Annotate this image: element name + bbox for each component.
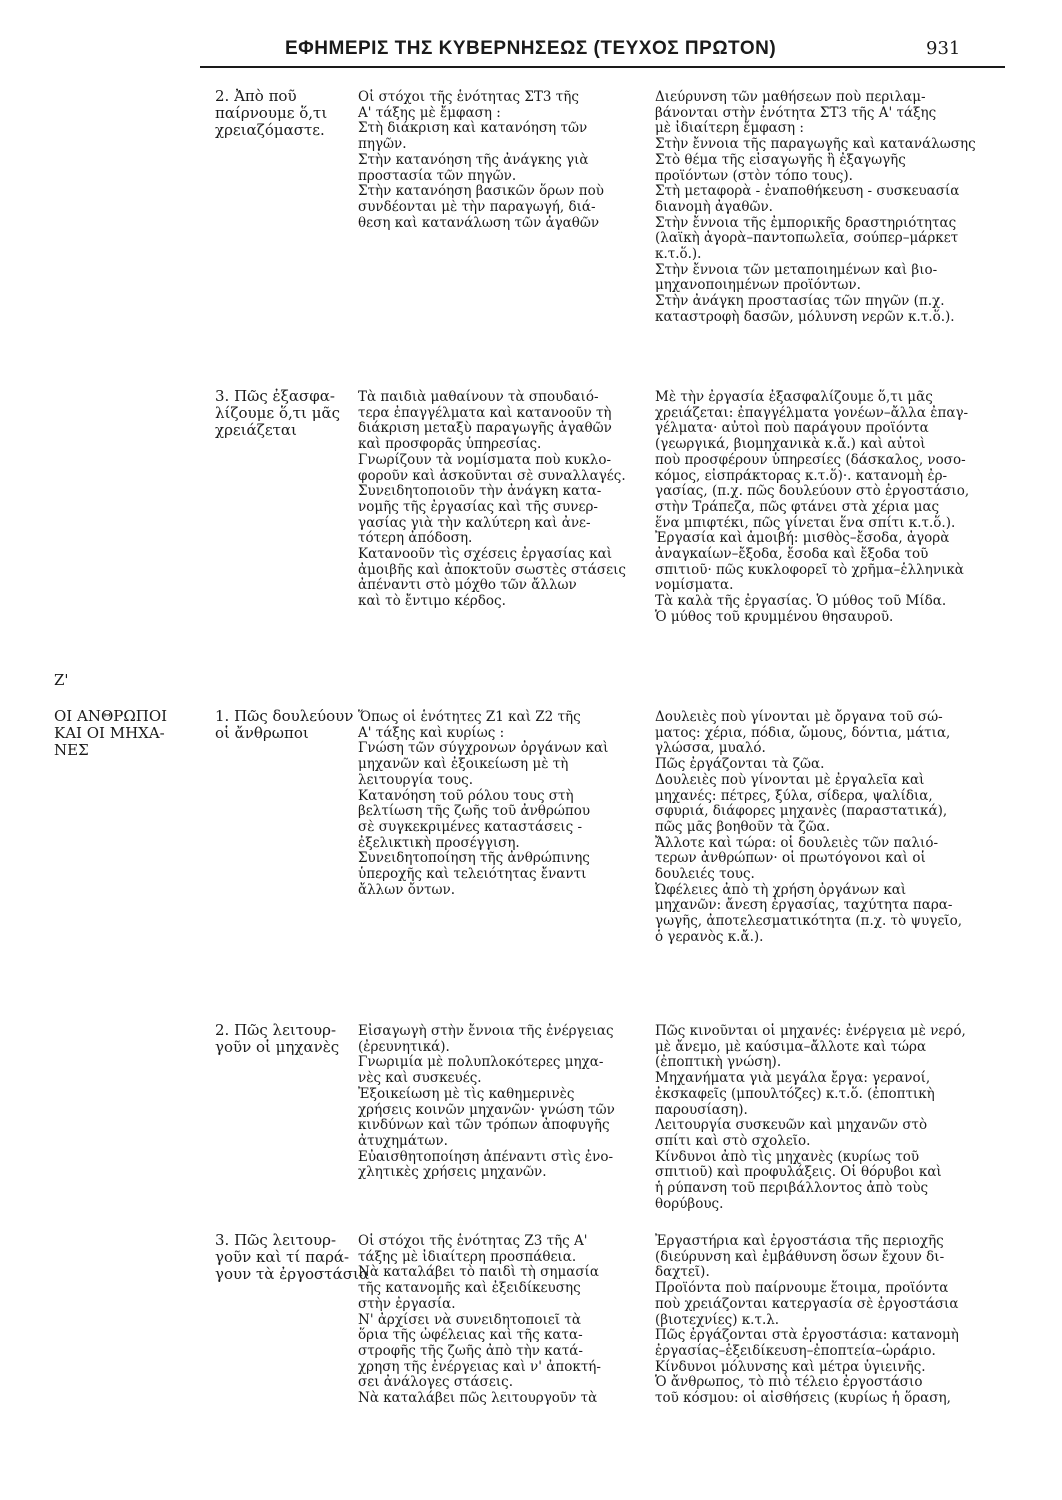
text-line: πῶς μᾶς βοηθοῦν τὰ ζῶα. <box>655 818 831 835</box>
section-title <box>54 708 167 759</box>
text-line: διάκριση μεταξὺ παραγωγῆς ἀγαθῶν <box>358 420 612 437</box>
text-line: Στὴν ἔννοια τῆς ἐμπορικῆς δραστηριότητας <box>655 214 957 231</box>
text-line: ἐξελικτικὴ προσέγγιση. <box>358 834 520 851</box>
text-line: σει ἀνάλογες στάσεις. <box>358 1374 513 1391</box>
text-line: λίζουμε ὅ,τι μᾶς <box>215 404 340 422</box>
section-letter <box>54 672 69 689</box>
text-line: Ὠφέλειες ἀπὸ τὴ χρήση ὀργάνων καὶ <box>655 881 907 898</box>
text-line: Ἄλλοτε καὶ τώρα: οἱ δουλειὲς τῶν παλιό- <box>655 834 939 851</box>
text-line: Οἱ στόχοι τῆς ἑνότητας Ζ3 τῆς Α' <box>358 1233 588 1249</box>
text-line: προστασία τῶν πηγῶν. <box>358 167 517 184</box>
text-line: καταστροφὴ δασῶν, μόλυνση νερῶν κ.τ.ὅ.). <box>655 308 955 325</box>
text-line: Κίνδυνοι μόλυνσης καὶ μέτρα ὑγιεινῆς. <box>655 1358 926 1375</box>
section-letter-text: Ζ' <box>54 671 69 689</box>
text-line: ἀναγκαίων–ἔξοδα, ἔσοδα καὶ ἔξοδα τοῦ <box>655 546 929 563</box>
row-goals <box>358 390 626 610</box>
text-line: 2. Πῶς λειτουρ- <box>215 1021 337 1039</box>
text-line: (ἐρευνητικά). <box>358 1038 450 1055</box>
text-line: καὶ προσφορᾶς ὑπηρεσίας. <box>358 436 542 453</box>
text-line: Δουλειὲς ποὺ γίνονται μὲ ἐργαλεῖα καὶ <box>655 771 925 788</box>
text-line: τερα ἐπαγγέλματα καὶ κατανοοῦν τὴ <box>358 404 612 421</box>
text-line: χρηση τῆς ἐνέργειας καὶ ν' ἀποκτή- <box>358 1358 601 1375</box>
text-line: (λαϊκὴ ἀγορὰ–παντοπωλεῖα, σούπερ–μάρκετ <box>655 230 959 247</box>
text-line: ἀπέναντι στὸ μόχθο τῶν ἄλλων <box>358 577 577 594</box>
text-line: Ἐργασία καὶ ἀμοιβή: μισθὸς–ἔσοδα, ἀγορὰ <box>655 530 950 547</box>
text-line: (βιοτεχνίες) κ.τ.λ. <box>655 1311 780 1328</box>
text-line: βάνονται στὴν ἑνότητα ΣΤ3 τῆς Α' τάξης <box>655 104 937 121</box>
row-topic <box>215 388 340 439</box>
text-line: ἐργασίας–ἐξειδίκευση–ἐποπτεία–ὡράριο. <box>655 1342 936 1359</box>
text-line: Διεύρυνση τῶν μαθήσεων ποὺ περιλαμ- <box>655 89 926 105</box>
text-line: χρειάζεται: ἐπαγγέλματα γονέων–ἄλλα ἐπαγ- <box>655 404 969 421</box>
text-line: δουλειές τους. <box>655 866 755 883</box>
row-content <box>655 710 962 946</box>
text-line: μηχανῶν: ἄνεση ἐργασίας, ταχύτητα παρα- <box>655 897 953 914</box>
text-line: γουν τὰ ἐργοστάσια <box>215 1265 369 1283</box>
text-line: Στὴν κατανόηση τῆς ἀνάγκης γιὰ <box>358 151 589 168</box>
text-line: χρειάζεται <box>215 421 297 439</box>
page-header <box>0 0 1062 70</box>
text-line: γωγῆς, ἀποτελεσματικότητα (π.χ. τὸ ψυγεῖο, <box>655 913 963 930</box>
text-line: κόμος, εἰσπράκτορας κ.τ.ὅ)·. κατανομὴ ἐρ- <box>655 467 948 484</box>
text-line: χρειαζόμαστε. <box>215 121 325 139</box>
gazette-title: ΕΦΗΜΕΡΙΣ ΤΗΣ ΚΥΒΕΡΝΗΣΕΩΣ (ΤΕΥΧΟΣ ΠΡΩΤΟΝ) <box>285 38 777 59</box>
text-line: μὲ ἰδιαίτερη ἔμφαση : <box>655 120 804 137</box>
text-line: ποὺ χρειάζονται κατεργασία σὲ ἐργοστάσια <box>655 1295 959 1312</box>
text-line: οἱ ἄνθρωποι <box>215 724 309 742</box>
text-line: σπίτι καὶ στὸ σχολεῖο. <box>655 1132 811 1149</box>
text-line: τότερη ἀπόδοση. <box>358 530 473 547</box>
text-line: γοῦν καὶ τί παρά- <box>215 1248 350 1266</box>
text-line: συνδέονται μὲ τὴν παραγωγή, διά- <box>358 198 596 215</box>
text-line: Ἐξοικείωση μὲ τὶς καθημερινὲς <box>358 1085 575 1102</box>
row-topic <box>215 1232 369 1283</box>
text-line: ὑπεροχῆς καὶ τελειότητας ἔναντι <box>358 866 587 883</box>
text-line: τοῦ κόσμου: οἱ αἰσθήσεις (κυρίως ἡ ὅραση, <box>655 1390 951 1407</box>
text-line: γασίας γιὰ τὴν καλύτερη καὶ ἀνε- <box>358 514 591 531</box>
text-line: Στὴ διάκριση καὶ κατανόηση τῶν <box>358 120 588 137</box>
text-line: γέλματα· αὐτοὶ ποὺ παράγουν προϊόντα <box>655 420 929 437</box>
row-content <box>655 1234 959 1407</box>
text-line: Νὰ καταλάβει πῶς λειτουργοῦν τὰ <box>358 1390 598 1407</box>
text-line: σὲ συγκεκριμένες καταστάσεις - <box>358 818 583 835</box>
text-line: σφυριά, διάφορες μηχανὲς (παραστατικά), <box>655 803 948 820</box>
text-line: βελτίωση τῆς ζωῆς τοῦ ἀνθρώπου <box>358 803 591 820</box>
text-line: στὴν ἐργασία. <box>358 1295 456 1312</box>
text-line: Ὁ ἄνθρωπος, τὸ πιὸ τέλειο ἐργοστάσιο <box>655 1374 923 1391</box>
text-line: Γνωρίζουν τὰ νομίσματα ποὺ κυκλο- <box>358 451 612 468</box>
text-line: καὶ τὸ ἔντιμο κέρδος. <box>358 593 506 610</box>
text-line: γοῦν οἱ μηχανὲς <box>215 1038 340 1056</box>
text-line: Κατανόηση τοῦ ρόλου τους στὴ <box>358 787 574 804</box>
text-line: θορύβους. <box>655 1195 724 1212</box>
row-content <box>655 90 976 326</box>
text-line: Γνωριμία μὲ πολυπλοκότερες μηχα- <box>358 1054 604 1071</box>
text-line: φοροῦν καὶ ἀσκοῦνται σὲ συναλλαγές. <box>358 467 626 484</box>
page-number: 931 <box>926 38 961 59</box>
text-line: Πῶς ἐργάζονται στὰ ἐργοστάσια: κατανομὴ <box>655 1327 959 1344</box>
text-line: Α' τάξης μὲ ἔμφαση : <box>358 104 501 121</box>
text-line: μὲ ἄνεμο, μὲ καύσιμα–ἄλλοτε καὶ τώρα <box>655 1038 927 1055</box>
section-title-line: ΚΑΙ ΟΙ ΜΗΧΑ- <box>54 724 165 742</box>
row-goals <box>358 90 604 231</box>
text-line: γασίας, (π.χ. πῶς δουλεύουν στὸ ἐργοστάσιο, <box>655 483 970 500</box>
text-line: θεση καὶ κατανάλωση τῶν ἀγαθῶν <box>358 214 600 231</box>
text-line: Στὴν ἔννοια τῆς παραγωγῆς καὶ κατανάλωσης <box>655 136 976 153</box>
text-line: λειτουργία τους. <box>358 771 474 788</box>
text-line: (διεύρυνση καὶ ἐμβάθυνση ὅσων ἔχουν δι- <box>655 1248 945 1265</box>
text-line: ἄλλων ὄντων. <box>358 881 456 898</box>
text-line: ἀμοιβῆς καὶ ἀποκτοῦν σωστὲς στάσεις <box>358 561 626 578</box>
text-line: τερων ἀνθρώπων· οἱ πρωτόγονοι καὶ οἱ <box>655 850 926 867</box>
text-line: Οἱ στόχοι τῆς ἑνότητας ΣΤ3 τῆς <box>358 89 579 105</box>
row-content <box>655 390 969 626</box>
text-line: κ.τ.ὅ.). <box>655 246 702 263</box>
text-line: κινδύνων καὶ τῶν τρόπων ἀποφυγῆς <box>358 1117 610 1134</box>
text-line: χρήσεις κοινῶν μηχανῶν· γνώση τῶν <box>358 1101 615 1118</box>
text-line: τάξης μὲ ἰδιαίτερη προσπάθεια. <box>358 1248 577 1265</box>
text-line: ματος: χέρια, πόδια, ὤμους, δόντια, μάτια, <box>655 724 951 741</box>
text-line: Κατανοοῦν τὶς σχέσεις ἐργασίας καὶ <box>358 546 613 563</box>
row-content <box>655 1024 966 1212</box>
text-line: Στὴν κατανόηση βασικῶν ὅρων ποὺ <box>358 183 604 200</box>
text-line: Εὐαισθητοποίηση ἀπέναντι στὶς ἐνο- <box>358 1148 614 1165</box>
text-line: σπιτιοῦ) καὶ προφυλάξεις. Οἱ θόρυβοι καὶ <box>655 1164 942 1181</box>
text-line: ἀτυχημάτων. <box>358 1132 448 1149</box>
text-line: (γεωργικά, βιομηχανικὰ κ.ἄ.) καὶ αὐτοὶ <box>655 436 926 453</box>
text-line: 1. Πῶς δουλεύουν <box>215 707 354 725</box>
text-line: νομῆς τῆς ἐργασίας καὶ τῆς συνερ- <box>358 498 598 515</box>
text-line: πηγῶν. <box>358 136 407 153</box>
row-topic <box>215 708 353 742</box>
text-line: ἡ ρύπανση τοῦ περιβάλλοντος ἀπὸ τοὺς <box>655 1180 929 1197</box>
header-rule <box>200 66 1005 68</box>
text-line: τῆς κατανομῆς καὶ ἐξειδίκευσης <box>358 1280 581 1297</box>
text-line: Κίνδυνοι ἀπὸ τὶς μηχανὲς (κυρίως τοῦ <box>655 1148 920 1165</box>
text-line: ὅρια τῆς ὠφέλειας καὶ τῆς κατα- <box>358 1327 583 1344</box>
text-line: Πῶς κινοῦνται οἱ μηχανές: ἐνέργεια μὲ νερό, <box>655 1023 966 1039</box>
text-line: 2. Ἀπὸ ποῦ <box>215 87 297 105</box>
text-line: παρουσίαση). <box>655 1101 748 1118</box>
text-line: μηχανές: πέτρες, ξύλα, σίδερα, ψαλίδια, <box>655 787 933 804</box>
text-line: σπιτιοῦ· πῶς κυκλοφορεῖ τὸ χρῆμα–ἑλληνικὰ <box>655 561 964 578</box>
text-line: Ἐργαστήρια καὶ ἐργοστάσια τῆς περιοχῆς <box>655 1233 944 1249</box>
text-line: Εἰσαγωγὴ στὴν ἔννοια τῆς ἐνέργειας <box>358 1023 614 1039</box>
text-line: Στὴν ἔννοια τῶν μεταποιημένων καὶ βιο- <box>655 261 938 278</box>
text-line: Ν' ἀρχίσει νὰ συνειδητοποιεῖ τὰ <box>358 1311 581 1328</box>
text-line: Μὲ τὴν ἐργασία ἐξασφαλίζουμε ὅ,τι μᾶς <box>655 389 933 405</box>
section-title-line: ΟΙ ΑΝΘΡΩΠΟΙ <box>54 707 168 725</box>
text-line: παίρνουμε ὅ,τι <box>215 104 328 122</box>
text-line: Στὸ θέμα τῆς εἰσαγωγῆς ἢ ἐξαγωγῆς <box>655 151 906 168</box>
text-line: ὁ γερανὸς κ.ἄ.). <box>655 928 764 945</box>
text-line: Ὁ μύθος τοῦ κρυμμένου θησαυροῦ. <box>655 608 894 625</box>
text-line: χλητικὲς χρήσεις μηχανῶν. <box>358 1164 547 1181</box>
row-goals <box>358 1234 601 1407</box>
text-line: ποὺ προσφέρουν ὑπηρεσίες (δάσκαλος, νοσο- <box>655 451 966 468</box>
text-line: δαχτεῖ). <box>655 1264 710 1281</box>
text-line: Ὅπως οἱ ἑνότητες Ζ1 καὶ Ζ2 τῆς <box>358 709 581 725</box>
text-line: Συνειδητοποιοῦν τὴν ἀνάγκη κατα- <box>358 483 602 500</box>
text-line: Στὴ μεταφορὰ - ἐναποθήκευση - συσκευασία <box>655 183 960 200</box>
text-line: γλώσσα, μυαλό. <box>655 740 766 757</box>
text-line: στὴν Τράπεζα, πῶς φτάνει στὰ χέρια μας <box>655 498 940 515</box>
section-title-line: ΝΕΣ <box>54 741 89 759</box>
text-line: νομίσματα. <box>655 577 734 594</box>
text-line: μηχανοποιημένων προϊόντων. <box>655 277 861 294</box>
text-line: Μηχανήματα γιὰ μεγάλα ἔργα: γερανοί, <box>655 1070 931 1087</box>
text-line: μηχανῶν καὶ ἐξοικείωση μὲ τὴ <box>358 756 569 773</box>
text-line: Στὴν ἀνάγκη προστασίας τῶν πηγῶν (π.χ. <box>655 293 945 310</box>
text-line: 3. Πῶς λειτουρ- <box>215 1231 337 1249</box>
text-line: διανομὴ ἀγαθῶν. <box>655 198 773 215</box>
text-line: Λειτουργία συσκευῶν καὶ μηχανῶν στὸ <box>655 1117 928 1134</box>
text-line: νὲς καὶ συσκευές. <box>358 1070 482 1087</box>
text-line: Νὰ καταλάβει τὸ παιδὶ τὴ σημασία <box>358 1264 599 1281</box>
text-line: Συνειδητοποίηση τῆς ἀνθρώπινης <box>358 850 590 867</box>
text-line: (ἐποπτικὴ γνώση). <box>655 1054 782 1071</box>
row-goals <box>358 1024 615 1181</box>
text-line: Πῶς ἐργάζονται τὰ ζῶα. <box>655 756 825 773</box>
text-line: Τὰ καλὰ τῆς ἐργασίας. Ὁ μύθος τοῦ Μίδα. <box>655 593 947 610</box>
text-line: Δουλειὲς ποὺ γίνονται μὲ ὄργανα τοῦ σώ- <box>655 709 943 725</box>
row-goals <box>358 710 608 898</box>
text-line: Γνώση τῶν σύγχρονων ὀργάνων καὶ <box>358 740 609 757</box>
row-topic <box>215 88 327 139</box>
text-line: προϊόντων (στὸν τόπο τους). <box>655 167 853 184</box>
text-line: Τὰ παιδιὰ μαθαίνουν τὰ σπουδαιό- <box>358 389 599 405</box>
text-line: ἐκσκαφεῖς (μπουλτόζες) κ.τ.ὅ. (ἐποπτικὴ <box>655 1085 935 1102</box>
text-line: Α' τάξης καὶ κυρίως : <box>358 724 505 741</box>
row-topic <box>215 1022 339 1056</box>
text-line: ἕνα μπιφτέκι, πῶς γίνεται ἕνα σπίτι κ.τ.ὅ.). <box>655 514 956 531</box>
text-line: στροφῆς τῆς ζωῆς ἀπὸ τὴν κατά- <box>358 1342 583 1359</box>
text-line: Προϊόντα ποὺ παίρνουμε ἕτοιμα, προϊόντα <box>655 1280 949 1297</box>
text-line: 3. Πῶς ἐξασφα- <box>215 387 335 405</box>
